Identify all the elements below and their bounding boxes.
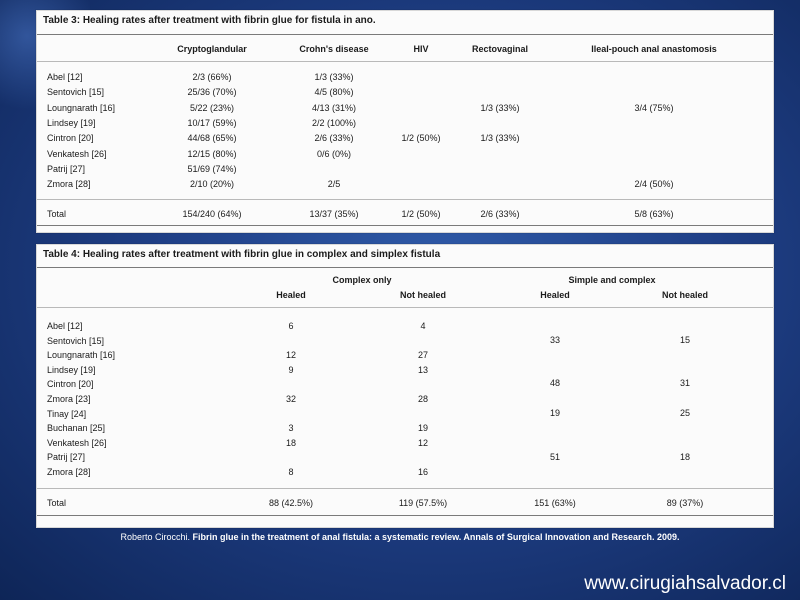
table4-cell: 19 — [417, 423, 429, 433]
table3-cell: 4/13 (31%) — [311, 103, 357, 113]
table3-total-cell: 2/6 (33%) — [480, 209, 520, 219]
table3-col-ileal-pouch: Ileal-pouch anal anastomosis — [591, 44, 717, 54]
citation-author: Roberto Cirocchi. — [120, 532, 191, 542]
table4-sc-healed: 48 — [549, 378, 561, 388]
table4-top-rule — [37, 267, 773, 268]
table3-cell: 1/3 (33%) — [480, 133, 520, 143]
table4-cell: 9 — [288, 365, 294, 375]
table3-row-study: Patrij [27] — [47, 164, 86, 174]
table3-cell: 1/2 (50%) — [401, 133, 441, 143]
table4-row-study: Buchanan [25] — [47, 423, 106, 433]
table4-sc-not-healed: 31 — [679, 378, 691, 388]
table3-cell: 51/69 (74%) — [187, 164, 237, 174]
table4-cell: 13 — [417, 365, 429, 375]
table3-cell: 2/10 (20%) — [189, 179, 235, 189]
table4-sc-not-healed: 15 — [679, 335, 691, 345]
table3-cell: 44/68 (65%) — [187, 133, 237, 143]
table3-cell: 1/3 (33%) — [314, 72, 354, 82]
table4-total-cell: 119 (57.5%) — [398, 498, 448, 508]
table4-row-study: Loungnarath [16] — [47, 350, 116, 360]
table3-cell: 0/6 (0%) — [316, 149, 352, 159]
table4-cell: 12 — [417, 438, 429, 448]
table3-cell: 25/36 (70%) — [187, 87, 237, 97]
table4-subheader-not-healed: Not healed — [661, 290, 709, 300]
table3-panel — [36, 10, 774, 233]
table4-total-cell: 151 (63%) — [534, 498, 576, 508]
table3-row-study: Loungnarath [16] — [47, 103, 116, 113]
table4-total-label: Total — [47, 498, 67, 508]
table4-cell: 4 — [420, 321, 426, 331]
table4-cell: 28 — [417, 394, 429, 404]
table3-cell: 3/4 (75%) — [634, 103, 674, 113]
table4-row-study: Cintron [20] — [47, 379, 94, 389]
website-url: www.cirugiahsalvador.cl — [584, 573, 786, 594]
table3-row-study: Cintron [20] — [47, 133, 94, 143]
table3-cell: 5/22 (23%) — [189, 103, 235, 113]
table3-cell: 2/2 (100%) — [311, 118, 357, 128]
table3-total-cell: 5/8 (63%) — [634, 209, 674, 219]
table3-cell: 4/5 (80%) — [314, 87, 354, 97]
table4-sc-not-healed: 18 — [679, 452, 691, 462]
table4-cell: 12 — [285, 350, 297, 360]
table4-total-cell: 89 (37%) — [666, 498, 704, 508]
table4-row-study: Lindsey [19] — [47, 365, 96, 375]
table4-title: Table 4: Healing rates after treatment with fibrin glue in complex and simplex fistula — [43, 249, 441, 260]
table3-col-rectovaginal: Rectovaginal — [471, 44, 529, 54]
table3-cell: 1/3 (33%) — [480, 103, 520, 113]
table4-group-simple-and-complex: Simple and complex — [568, 275, 656, 285]
table3-row-study: Lindsey [19] — [47, 118, 96, 128]
table3-cell: 10/17 (59%) — [187, 118, 237, 128]
table4-row-study: Patrij [27] — [47, 452, 86, 462]
table4-row-study: Abel [12] — [47, 321, 83, 331]
table4-row-study: Venkatesh [26] — [47, 438, 107, 448]
table4-total-cell: 88 (42.5%) — [268, 498, 314, 508]
table4-panel — [36, 244, 774, 528]
table4-total-rule — [37, 488, 773, 489]
table3-col-cryptoglandular: Cryptoglandular — [177, 44, 247, 54]
table4-row-study: Zmora [28] — [47, 467, 91, 477]
table4-cell: 18 — [285, 438, 297, 448]
table4-cell: 6 — [288, 321, 294, 331]
table4-cell: 32 — [285, 394, 297, 404]
table3-row-study: Zmora [28] — [47, 179, 91, 189]
table4-row-study: Tinay [24] — [47, 409, 87, 419]
table3-total-cell: 154/240 (64%) — [182, 209, 242, 219]
table3-cell: 2/4 (50%) — [634, 179, 674, 189]
table4-sc-not-healed: 25 — [679, 408, 691, 418]
table3-total-cell: 13/37 (35%) — [309, 209, 359, 219]
table3-total-cell: 1/2 (50%) — [401, 209, 441, 219]
table4-subheader-healed: Healed — [276, 290, 306, 300]
table4-cell: 16 — [417, 467, 429, 477]
table4-cell: 27 — [417, 350, 429, 360]
table3-header-rule — [37, 61, 773, 62]
table4-subheader-healed: Healed — [540, 290, 570, 300]
citation-footer — [60, 530, 740, 544]
table3-cell: 2/5 — [327, 179, 341, 189]
table3-row-study: Abel [12] — [47, 72, 83, 82]
citation-text: Fibrin glue in the treatment of anal fistula: a systematic review. Annals of Surgical Innovation and Research. 2009. — [192, 532, 680, 542]
table3-row-study: Sentovich [15] — [47, 87, 105, 97]
table4-header-rule — [37, 307, 773, 308]
table4-cell: 8 — [288, 467, 294, 477]
table4-bottom-rule — [37, 515, 773, 516]
table3-cell: 2/6 (33%) — [314, 133, 354, 143]
table3-row-study: Venkatesh [26] — [47, 149, 107, 159]
table3-total-label: Total — [47, 209, 67, 219]
table4-row-study: Zmora [23] — [47, 394, 91, 404]
table4-cell: 3 — [288, 423, 294, 433]
table4-sc-healed: 19 — [549, 408, 561, 418]
table3-col-hiv: HIV — [413, 44, 429, 54]
table3-bottom-rule — [37, 225, 773, 226]
table3-total-rule — [37, 199, 773, 200]
table3-cell: 2/3 (66%) — [192, 72, 232, 82]
table4-subheader-not-healed: Not healed — [399, 290, 447, 300]
table4-sc-healed: 33 — [549, 335, 561, 345]
table3-col-crohns: Crohn's disease — [299, 44, 369, 54]
table3-top-rule — [37, 34, 773, 35]
table4-sc-healed: 51 — [549, 452, 561, 462]
table3-cell: 12/15 (80%) — [187, 149, 237, 159]
table3-title: Table 3: Healing rates after treatment with fibrin glue for fistula in ano. — [43, 15, 376, 26]
table4-row-study: Sentovich [15] — [47, 336, 105, 346]
table4-group-complex-only: Complex only — [332, 275, 392, 285]
